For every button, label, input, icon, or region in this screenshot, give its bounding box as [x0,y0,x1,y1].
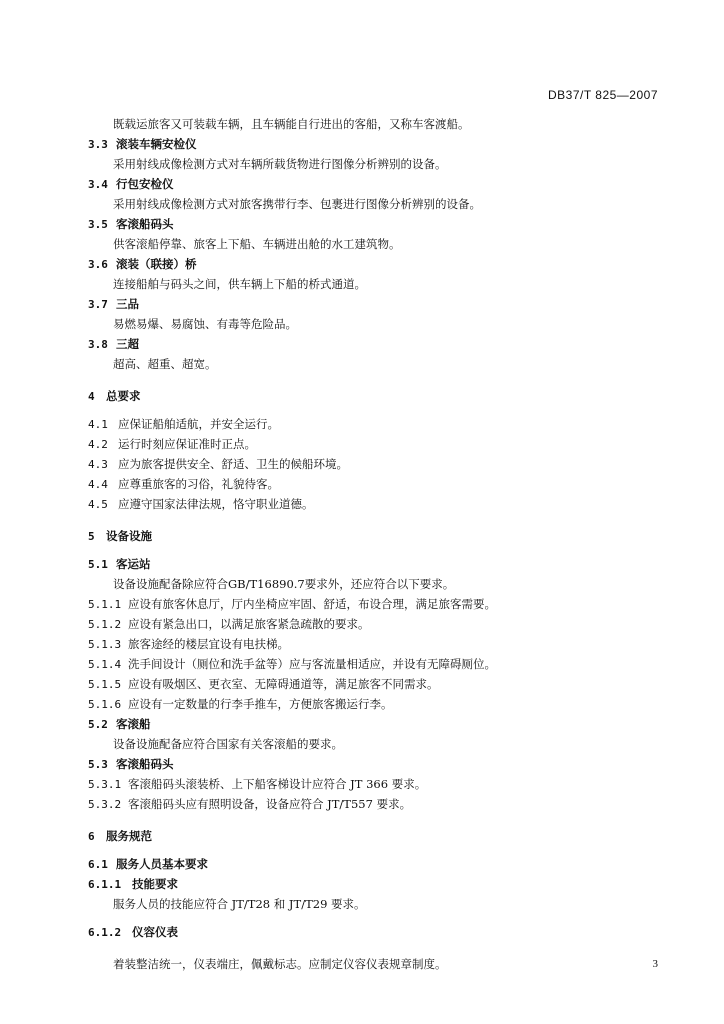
list-item: 5.1.3 旅客途经的楼层宜设有电扶梯。 [88,637,289,651]
paragraph: 设备设施配备除应符合GB/T16890.7要求外，还应符合以下要求。 [113,577,455,591]
section-heading-3-6 [88,254,648,274]
section-title: 滚装车辆安检仪 [116,137,197,151]
list-item: 4.2 运行时刻应保证准时正点。 [88,437,256,451]
list-item: 5.1.1 应设有旅客休息厅，厅内坐椅应牢固、舒适，布设合理，满足旅客需要。 [88,597,496,611]
section-heading-5-3 [88,754,648,774]
section-heading-3-7 [88,294,648,314]
section-number: 6.1.1 [88,878,122,891]
section-heading-5-2 [88,714,648,734]
section-title: 总要求 [106,389,141,403]
list-item: 5.1.4 洗手间设计（厕位和洗手盆等）应与客流量相适应，并设有无障碍厕位。 [88,657,496,671]
list-item: 5.1.2 应设有紧急出口，以满足旅客紧急疏散的要求。 [88,617,370,631]
definition-text: 采用射线成像检测方式对车辆所载货物进行图像分析辨别的设备。 [113,157,447,171]
definition-continuation: 既载运旅客又可装载车辆，且车辆能自行进出的客船，又称车客渡船。 [113,117,470,131]
section-number: 6 [88,830,95,843]
section-title: 客滚船 [116,717,151,731]
section-number: 5.1 [88,558,108,571]
section-title: 客运站 [116,557,151,571]
section-title: 客滚船码头 [116,757,174,771]
list-item: 5.3.1 客滚船码头滚装桥、上下船客梯设计应符合 JT 366 要求。 [88,777,427,791]
section-heading-6-1-2 [88,922,648,942]
section-heading-6 [88,826,648,846]
section-title: 服务人员基本要求 [116,857,208,871]
definition-text: 连接船舶与码头之间，供车辆上下船的桥式通道。 [113,277,366,291]
paragraph: 着装整洁统一，仪表端庄，佩戴标志。应制定仪容仪表规章制度。 [113,957,447,971]
section-title: 技能要求 [132,877,178,891]
section-number: 3.4 [88,178,108,191]
section-number: 6.1 [88,858,108,871]
list-item: 5.1.6 应设有一定数量的行李手推车，方便旅客搬运行李。 [88,697,393,711]
list-item: 4.4 应尊重旅客的习俗，礼貌待客。 [88,477,279,491]
page-number: 3 [652,958,658,970]
paragraph: 设备设施配备应符合国家有关客滚船的要求。 [113,737,343,751]
section-number: 6.1.2 [88,926,122,939]
list-item: 4.5 应遵守国家法律法规，恪守职业道德。 [88,497,314,511]
section-number: 5 [88,530,95,543]
section-title: 行包安检仪 [116,177,174,191]
section-title: 仪容仪表 [132,925,178,939]
section-number: 5.2 [88,718,108,731]
section-title: 三品 [116,297,139,311]
definition-text: 采用射线成像检测方式对旅客携带行李、包裹进行图像分析辨别的设备。 [113,197,481,211]
section-heading-5-1 [88,554,648,574]
section-heading-3-8 [88,334,648,354]
section-title: 客滚船码头 [116,217,174,231]
section-number: 3.3 [88,138,108,151]
section-title: 三超 [116,337,139,351]
section-heading-5 [88,526,648,546]
list-item: 4.1 应保证船舶适航，并安全运行。 [88,417,279,431]
standard-code: DB37/T 825—2007 [547,88,658,102]
section-heading-3-4 [88,174,648,194]
section-number: 3.6 [88,258,108,271]
definition-text: 超高、超重、超宽。 [113,357,217,371]
section-number: 5.3 [88,758,108,771]
section-heading-3-3 [88,134,648,154]
definition-text: 易燃易爆、易腐蚀、有毒等危险品。 [113,317,297,331]
section-title: 设备设施 [106,529,152,543]
paragraph: 服务人员的技能应符合 JT/T28 和 JT/T29 要求。 [113,897,366,911]
section-title: 服务规范 [106,829,152,843]
section-number: 4 [88,390,95,403]
section-heading-6-1 [88,854,648,874]
document-body [88,114,648,974]
section-number: 3.8 [88,338,108,351]
section-heading-6-1-1 [88,874,648,894]
section-number: 3.5 [88,218,108,231]
section-title: 滚装（联接）桥 [116,257,197,271]
list-item: 5.3.2 客滚船码头应有照明设备，设备应符合 JT/T557 要求。 [88,797,412,811]
section-number: 3.7 [88,298,108,311]
section-heading-3-5 [88,214,648,234]
section-heading-4 [88,386,648,406]
list-item: 5.1.5 应设有吸烟区、更衣室、无障碍通道等，满足旅客不同需求。 [88,677,439,691]
list-item: 4.3 应为旅客提供安全、舒适、卫生的候船环境。 [88,457,348,471]
definition-text: 供客滚船停靠、旅客上下船、车辆进出舱的水工建筑物。 [113,237,401,251]
